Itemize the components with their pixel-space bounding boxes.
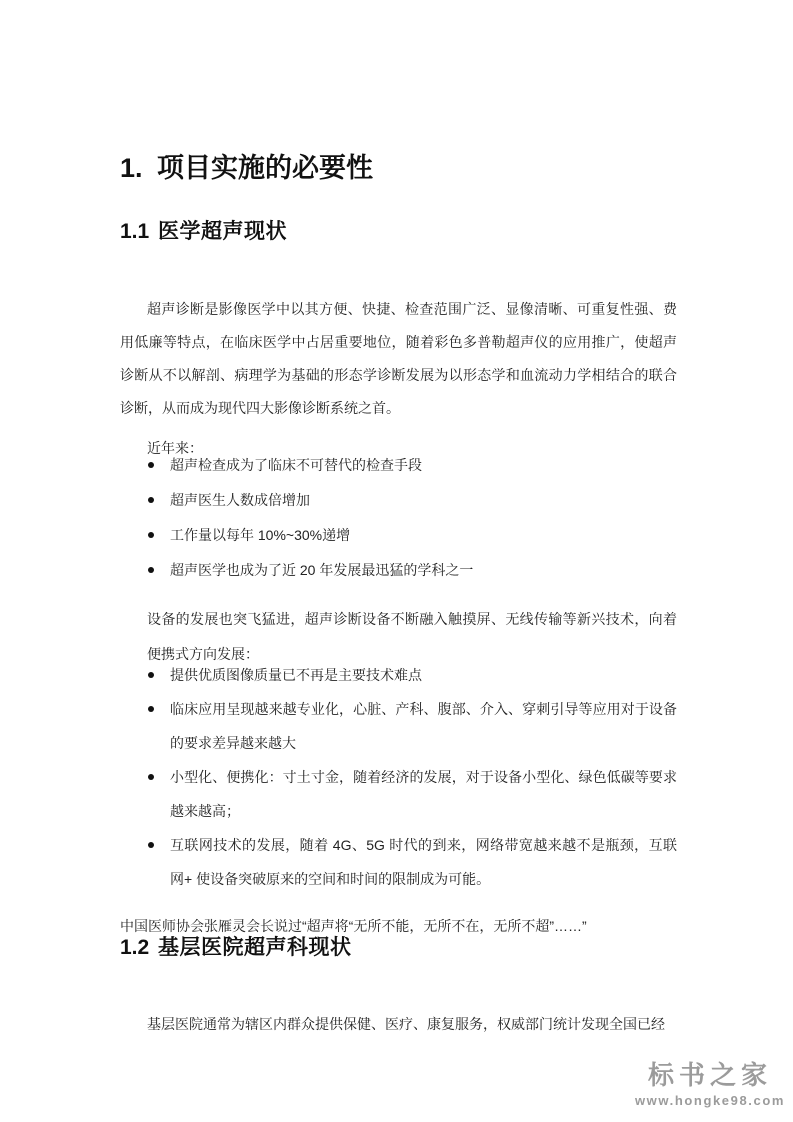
bullet-item: 超声医生人数成倍增加: [120, 483, 677, 518]
section-1-2-number: 1.2: [120, 936, 150, 959]
equipment-paragraph: 设备的发展也突飞猛进，超声诊断设备不断融入触摸屏、无线传输等新兴技术，向着便携式方向发展：: [147, 611, 677, 662]
bullet-item: 临床应用呈现越来越专业化，心脏、产科、腹部、介入、穿刺引导等应用对于设备的要求差异越来越大: [120, 692, 677, 760]
recent-years-label: 近年来：: [147, 440, 203, 456]
section-1-1-title: 医学超声现状: [158, 220, 287, 243]
chapter-heading-number: 1.: [120, 153, 143, 183]
bullet-item: 小型化、便携化：寸土寸金，随着经济的发展，对于设备小型化、绿色低碳等要求越来越高；: [120, 760, 677, 828]
equipment-trends-list: [120, 658, 677, 896]
section-1-2-title: 基层医院超声科现状: [158, 936, 352, 959]
bullet-item: 工作量以每年 10%~30%递增: [120, 518, 677, 553]
watermark-brand-logo: 标书之家: [647, 1060, 772, 1090]
bullet-item: 超声检查成为了临床不可替代的检查手段: [120, 448, 677, 483]
bullet-item: 提供优质图像质量已不再是主要技术难点: [120, 658, 677, 692]
chapter-heading: [120, 150, 677, 186]
watermark-url: www.hongke98.com: [634, 1093, 786, 1108]
section-1-1-heading: [120, 218, 677, 246]
section-1-1-number: 1.1: [120, 220, 150, 243]
quote-paragraph: 中国医师协会张雁灵会长说过“超声将“无所不能，无所不在，无所不超”……”: [120, 918, 587, 934]
chapter-heading-title: 项目实施的必要性: [157, 153, 373, 183]
bullet-item: 互联网技术的发展，随着 4G、5G 时代的到来，网络带宽越来越不是瓶颈，互联网+ 使设备突破原来的空间和时间的限制成为可能。: [120, 828, 677, 896]
watermark: [628, 1060, 792, 1109]
section-1-2-intro-paragraph: 基层医院通常为辖区内群众提供保健、医疗、康复服务，权威部门统计发现全国已经: [147, 1016, 665, 1032]
section-1-2-heading: [120, 934, 677, 962]
bullet-item: 超声医学也成为了近 20 年发展最迅猛的学科之一: [120, 553, 677, 588]
recent-trends-list: [120, 448, 677, 588]
section-1-1-intro-paragraph: 超声诊断是影像医学中以其方便、快捷、检查范围广泛、显像清晰、可重复性强、费用低廉等特点，在临床医学中占居重要地位，随着彩色多普勒超声仪的应用推广，使超声诊断从不以解剖、病理学为基础的形态学诊断发展为以形态学和血流动力学相结合的联合诊断，从而成为现代四大影像诊断系统之首。: [120, 301, 677, 416]
